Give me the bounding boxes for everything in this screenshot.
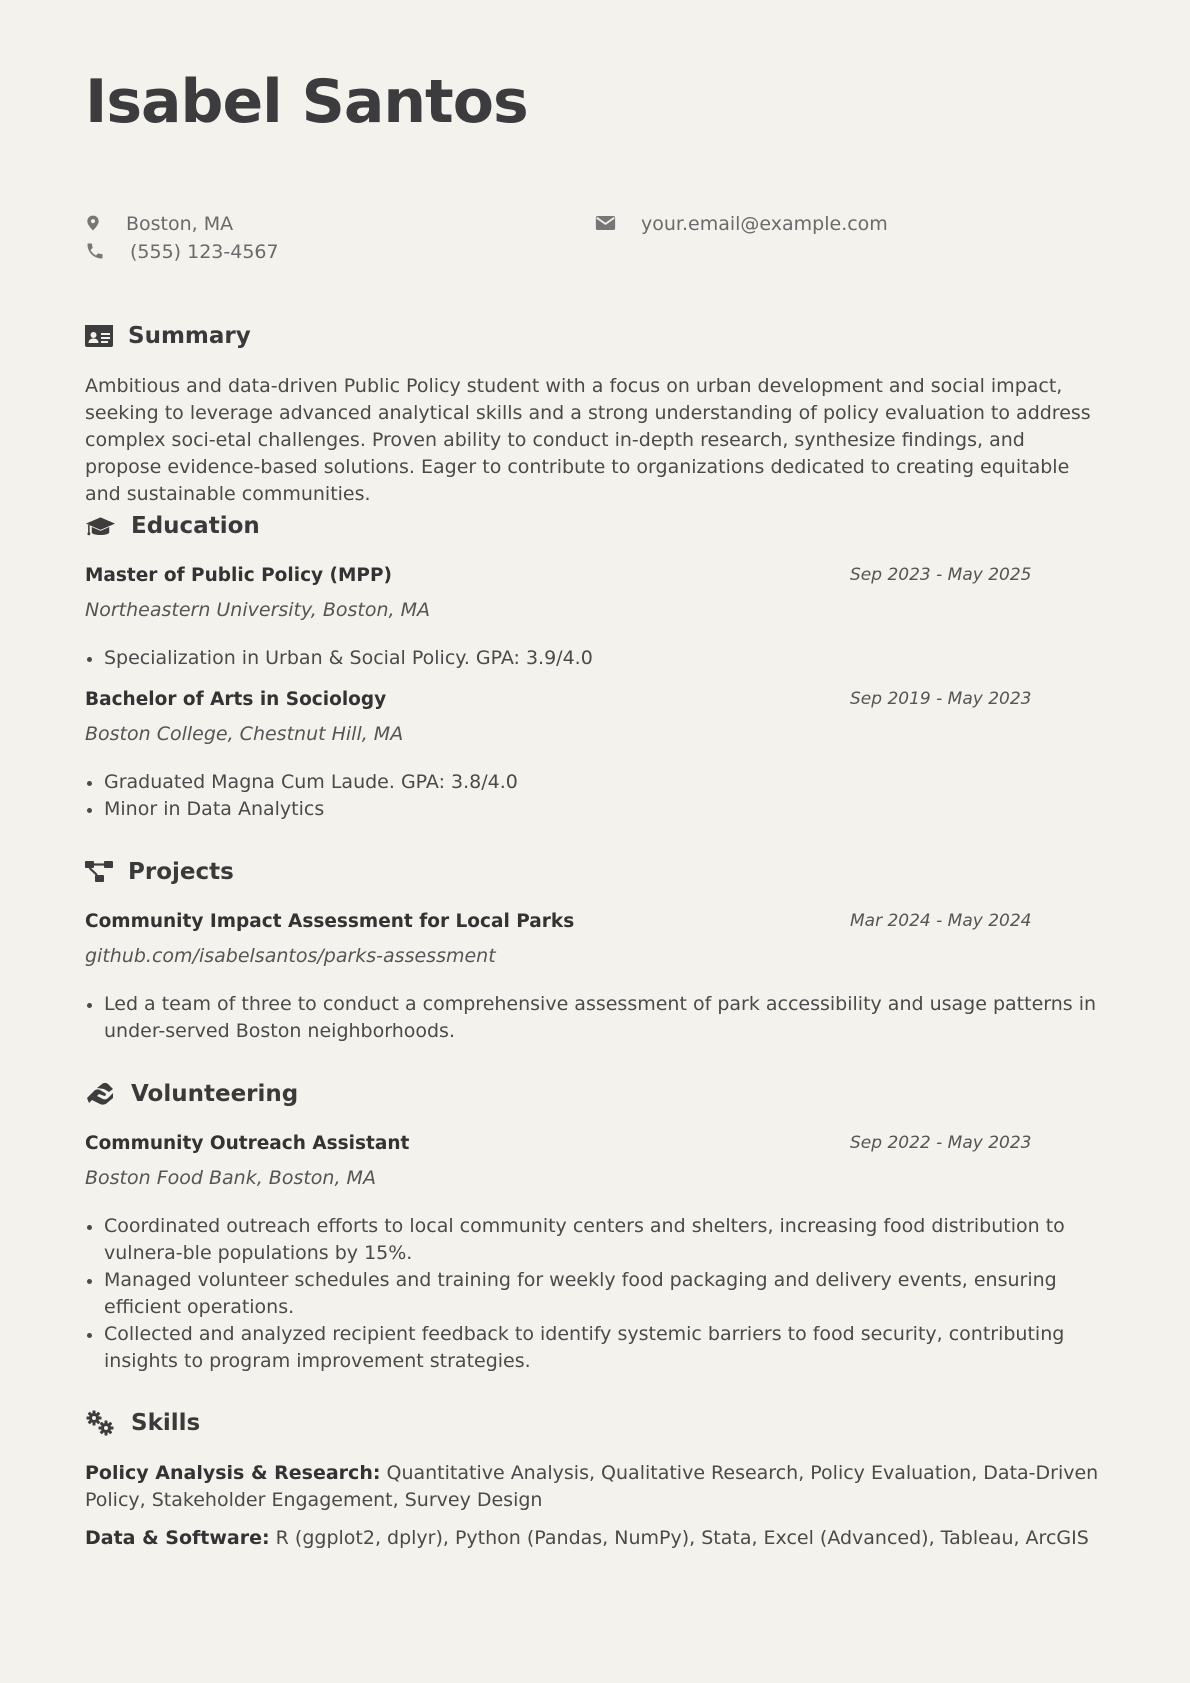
section-title: Skills [131,1410,201,1436]
bullet-list [85,991,1105,1045]
project-link[interactable]: github.com/isabelsantos/parks-assessment [85,945,496,967]
list-item: Specialization in Urban & Social Policy. GPA: 3.9/4.0 [85,645,1105,672]
section-education-header [85,513,385,543]
entry-dates: Sep 2022 - May 2023 [850,1133,1032,1153]
location-text: Boston, MA [126,213,234,235]
skill-label: Policy Analysis & Research: [85,1462,381,1484]
summary-text: Ambitious and data-driven Public Policy student with a focus on urban development and social impact, seeking to leverage advanced analytical skills and a strong understanding of policy evaluation to address complex soci-etal challenges. Proven ability to conduct in-depth research, synthesize findings, and propose evidence-based solutions. Eager to contribute to organizations dedicated to creating equitable and sustainable communities. [85,375,1091,505]
degree-title: Bachelor of Arts in Sociology [85,689,387,710]
skill-value: R (ggplot2, dplyr), Python (Pandas, NumPy), Stata, Excel (Advanced), Tableau, ArcGIS [275,1527,1089,1549]
section-projects-header [85,859,385,889]
cogs-icon [85,1410,115,1436]
list-item: Collected and analyzed recipient feedback to identify systemic barriers to food security, contributing insights to program improvement strategies. [85,1321,1105,1375]
hands-helping-icon [85,1082,115,1106]
skill-label: Data & Software: [85,1527,270,1549]
entry-dates: Sep 2019 - May 2023 [850,689,1032,709]
project-diagram-icon [85,860,113,884]
role-title: Community Outreach Assistant [85,1133,410,1154]
skill-row [85,1525,1105,1552]
bullet-list [85,645,1105,672]
section-title: Projects [128,859,234,885]
contact-phone [85,243,305,263]
resume-page [85,0,1105,1683]
project-name: Community Impact Assessment for Local Parks [85,911,575,932]
skill-value: Quantitative Analysis, Qualitative Research, Policy Evaluation, Data-Driven Policy, Stakeholder Engagement, Survey Design [85,1462,1099,1511]
id-card-icon [85,325,113,347]
bullet-list [85,1213,1105,1375]
degree-title: Master of Public Policy (MPP) [85,565,392,586]
phone-text: (555) 123-4567 [130,241,279,263]
section-volunteering-header [85,1081,385,1111]
bullet-list [85,769,1105,823]
list-item: Graduated Magna Cum Laude. GPA: 3.8/4.0 [85,769,1105,796]
section-title: Education [131,513,260,539]
school-name: Northeastern University, Boston, MA [85,599,430,621]
section-title: Summary [128,323,251,349]
section-summary-header [85,323,385,353]
list-item: Led a team of three to conduct a comprehensive assessment of park accessibility and usage patterns in under-served Boston neighborhoods. [85,991,1105,1045]
entry-dates: Mar 2024 - May 2024 [850,911,1032,931]
phone-icon [85,241,105,261]
organization-name: Boston Food Bank, Boston, MA [85,1167,376,1189]
entry-dates: Sep 2023 - May 2025 [850,565,1032,585]
envelope-icon [595,214,616,232]
contact-email [595,215,915,235]
graduation-cap-icon [85,515,116,539]
map-marker-icon [85,212,101,234]
school-name: Boston College, Chestnut Hill, MA [85,723,404,745]
candidate-name: Isabel Santos [85,67,528,137]
list-item: Coordinated outreach efforts to local community centers and shelters, increasing food distribution to vulnera-ble populations by 15%. [85,1213,1105,1267]
list-item: Minor in Data Analytics [85,796,1105,823]
contact-location [85,215,285,235]
section-skills-header [85,1410,385,1440]
section-title: Volunteering [131,1081,299,1107]
email-link[interactable]: your.email@example.com [641,213,888,235]
list-item: Managed volunteer schedules and training for weekly food packaging and delivery events, ensuring efficient operations. [85,1267,1105,1321]
skill-row [85,1460,1105,1514]
